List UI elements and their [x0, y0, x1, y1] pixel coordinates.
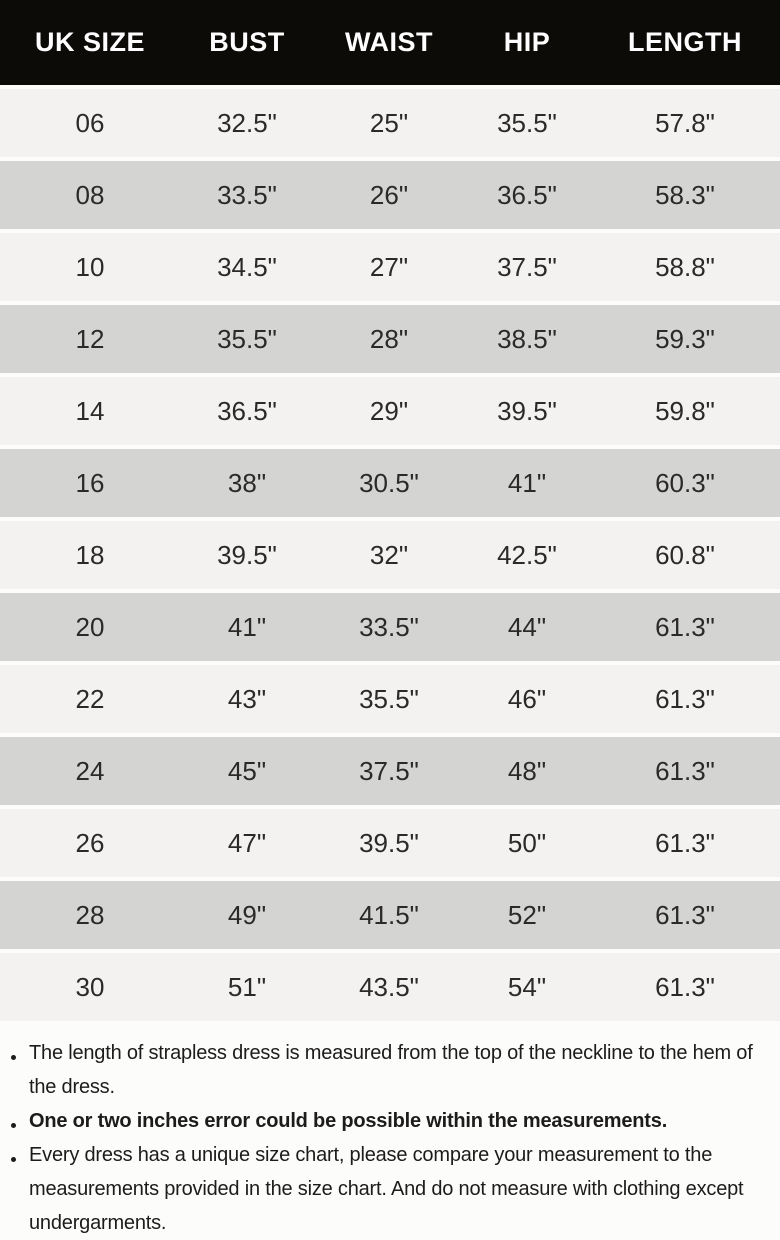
hip-cell: 37.5" — [464, 233, 590, 301]
size-cell: 08 — [0, 161, 180, 229]
size-cell: 30 — [0, 953, 180, 1021]
table-row — [0, 521, 780, 589]
note-item — [8, 1036, 764, 1104]
bust-cell: 39.5" — [180, 521, 314, 589]
size-cell: 28 — [0, 881, 180, 949]
table-header-row — [0, 0, 780, 85]
size-cell: 18 — [0, 521, 180, 589]
table-row — [0, 737, 780, 805]
bullet-dot-icon — [11, 1157, 16, 1162]
table-row — [0, 881, 780, 949]
size-cell: 12 — [0, 305, 180, 373]
hip-cell: 35.5" — [464, 89, 590, 157]
size-cell: 26 — [0, 809, 180, 877]
table-row — [0, 953, 780, 1021]
length-cell: 61.3" — [590, 737, 780, 805]
column-header-waist: WAIST — [314, 0, 464, 85]
hip-cell: 46" — [464, 665, 590, 733]
size-cell: 22 — [0, 665, 180, 733]
waist-cell: 32" — [314, 521, 464, 589]
length-cell: 59.8" — [590, 377, 780, 445]
table-row — [0, 377, 780, 445]
note-item — [8, 1138, 764, 1240]
table-row — [0, 665, 780, 733]
bust-cell: 47" — [180, 809, 314, 877]
hip-cell: 50" — [464, 809, 590, 877]
hip-cell: 48" — [464, 737, 590, 805]
bust-cell: 43" — [180, 665, 314, 733]
length-cell: 61.3" — [590, 881, 780, 949]
bust-cell: 36.5" — [180, 377, 314, 445]
length-cell: 61.3" — [590, 809, 780, 877]
waist-cell: 28" — [314, 305, 464, 373]
waist-cell: 29" — [314, 377, 464, 445]
column-header-hip: HIP — [464, 0, 590, 85]
waist-cell: 33.5" — [314, 593, 464, 661]
size-cell: 16 — [0, 449, 180, 517]
note-text: The length of strapless dress is measured from the top of the neckline to the hem of the dress. — [29, 1042, 753, 1098]
length-cell: 60.3" — [590, 449, 780, 517]
length-cell: 58.3" — [590, 161, 780, 229]
size-cell: 06 — [0, 89, 180, 157]
length-cell: 59.3" — [590, 305, 780, 373]
table-row — [0, 449, 780, 517]
length-cell: 58.8" — [590, 233, 780, 301]
size-cell: 14 — [0, 377, 180, 445]
bust-cell: 41" — [180, 593, 314, 661]
bust-cell: 45" — [180, 737, 314, 805]
waist-cell: 27" — [314, 233, 464, 301]
waist-cell: 37.5" — [314, 737, 464, 805]
waist-cell: 39.5" — [314, 809, 464, 877]
table-row — [0, 305, 780, 373]
hip-cell: 54" — [464, 953, 590, 1021]
note-item — [8, 1104, 764, 1138]
column-header-uk-size: UK SIZE — [0, 0, 180, 85]
column-header-bust: BUST — [180, 0, 314, 85]
notes-list — [0, 1025, 780, 1240]
hip-cell: 41" — [464, 449, 590, 517]
size-cell: 10 — [0, 233, 180, 301]
table-row — [0, 89, 780, 157]
column-header-length: LENGTH — [590, 0, 780, 85]
hip-cell: 44" — [464, 593, 590, 661]
waist-cell: 43.5" — [314, 953, 464, 1021]
note-text: One or two inches error could be possible within the measurements. — [29, 1110, 668, 1132]
size-cell: 24 — [0, 737, 180, 805]
bust-cell: 49" — [180, 881, 314, 949]
length-cell: 61.3" — [590, 665, 780, 733]
hip-cell: 39.5" — [464, 377, 590, 445]
waist-cell: 25" — [314, 89, 464, 157]
bust-cell: 35.5" — [180, 305, 314, 373]
bust-cell: 33.5" — [180, 161, 314, 229]
table-row — [0, 809, 780, 877]
length-cell: 61.3" — [590, 593, 780, 661]
bust-cell: 51" — [180, 953, 314, 1021]
bust-cell: 38" — [180, 449, 314, 517]
size-table-body — [0, 89, 780, 1021]
waist-cell: 41.5" — [314, 881, 464, 949]
table-row — [0, 593, 780, 661]
hip-cell: 38.5" — [464, 305, 590, 373]
bust-cell: 32.5" — [180, 89, 314, 157]
length-cell: 60.8" — [590, 521, 780, 589]
hip-cell: 52" — [464, 881, 590, 949]
bullet-dot-icon — [11, 1123, 16, 1128]
hip-cell: 36.5" — [464, 161, 590, 229]
length-cell: 57.8" — [590, 89, 780, 157]
table-row — [0, 233, 780, 301]
waist-cell: 26" — [314, 161, 464, 229]
hip-cell: 42.5" — [464, 521, 590, 589]
size-cell: 20 — [0, 593, 180, 661]
length-cell: 61.3" — [590, 953, 780, 1021]
table-row — [0, 161, 780, 229]
waist-cell: 30.5" — [314, 449, 464, 517]
bullet-dot-icon — [11, 1055, 16, 1060]
note-text: Every dress has a unique size chart, please compare your measurement to the measurements provided in the size chart. And do not measure with clothing except undergarments. — [29, 1144, 744, 1234]
bust-cell: 34.5" — [180, 233, 314, 301]
waist-cell: 35.5" — [314, 665, 464, 733]
